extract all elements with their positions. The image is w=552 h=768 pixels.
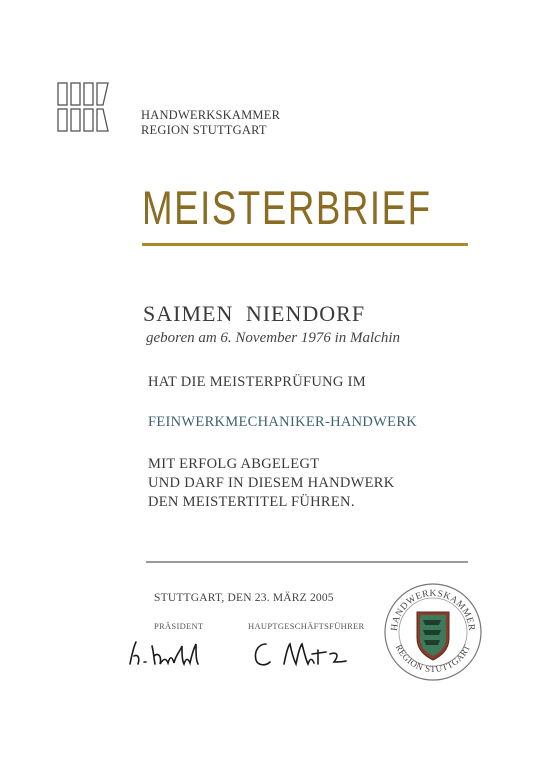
svg-text:HANDWERKSKAMMER: HANDWERKSKAMMER (389, 588, 477, 632)
manager-signature-icon (246, 636, 356, 670)
handwerkskammer-logo-icon (57, 82, 109, 132)
holder-name: SAIMEN NIENDORF (143, 301, 366, 326)
chamber-seal-icon (383, 582, 483, 682)
role-president: PRÄSIDENT (154, 621, 204, 631)
result-statement (148, 455, 395, 512)
title-divider (142, 243, 468, 246)
organization-name (141, 108, 280, 138)
svg-text:REGION STUTTGART: REGION STUTTGART (393, 642, 473, 675)
place-date: STUTTGART, DEN 23. MÄRZ 2005 (154, 592, 334, 604)
organization-line-2: REGION STUTTGART (141, 123, 267, 137)
statement-line: HAT DIE MEISTERPRÜFUNG IM (148, 374, 366, 390)
role-manager: HAUPTGESCHÄFTSFÜHRER (248, 621, 365, 631)
birth-line: geboren am 6. November 1976 in Malchin (146, 330, 400, 346)
organization-line-1: HANDWERKSKAMMER (141, 108, 281, 122)
result-line-1: MIT ERFOLG ABGELEGT (148, 456, 320, 472)
trade-name: FEINWERKMECHANIKER-HANDWERK (148, 414, 418, 430)
result-line-3: DEN MEISTERTITEL FÜHREN. (148, 494, 355, 510)
certificate-title: MEISTERBRIEF (142, 181, 432, 234)
footer-divider (146, 561, 468, 563)
president-signature-icon (124, 636, 224, 670)
result-line-2: UND DARF IN DIESEM HANDWERK (148, 475, 395, 491)
